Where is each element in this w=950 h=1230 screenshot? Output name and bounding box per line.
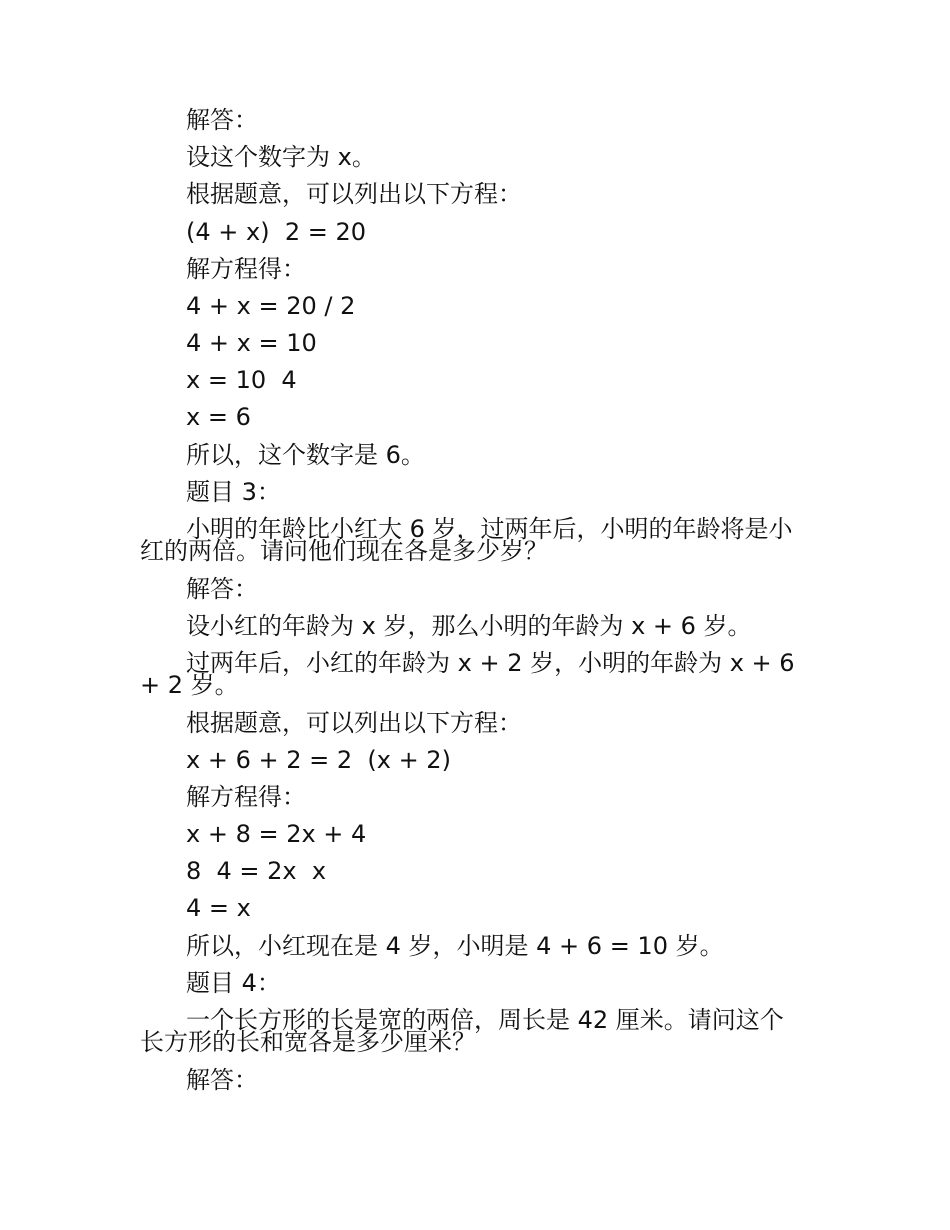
paragraph-line: 一个长方形的长是宽的两倍，周长是 42 厘米。请问这个 bbox=[186, 1006, 784, 1034]
text-line: 所以，小红现在是 4 岁，小明是 4 + 6 = 10 岁。 bbox=[186, 932, 724, 960]
equation-line: (4 + x) 2 = 20 bbox=[186, 218, 366, 246]
answer-heading: 解答： bbox=[186, 575, 258, 603]
paragraph-line: 过两年后，小红的年龄为 x + 2 岁，小明的年龄为 x + 6 bbox=[186, 649, 795, 677]
paragraph-line: 红的两倍。请问他们现在各是多少岁？ bbox=[140, 537, 548, 565]
text-line: 根据题意，可以列出以下方程： bbox=[186, 180, 522, 208]
question-paragraph bbox=[140, 517, 810, 563]
equation-line: x + 6 + 2 = 2 (x + 2) bbox=[186, 746, 451, 774]
equation-line: 4 = x bbox=[186, 894, 251, 922]
equation-line: x = 6 bbox=[186, 403, 251, 431]
paragraph-line: 长方形的长和宽各是多少厘米？ bbox=[140, 1028, 476, 1056]
paragraph-line: + 2 岁。 bbox=[140, 671, 239, 699]
question-heading: 题目 3： bbox=[186, 478, 281, 506]
text-line: 根据题意，可以列出以下方程： bbox=[186, 709, 522, 737]
text-line: 解方程得： bbox=[186, 255, 306, 283]
equation-line: x = 10 4 bbox=[186, 366, 297, 394]
equation-line: 4 + x = 20 / 2 bbox=[186, 292, 356, 320]
text-line: 设这个数字为 x。 bbox=[186, 143, 376, 171]
text-line: 解方程得： bbox=[186, 783, 306, 811]
equation-line: 8 4 = 2x x bbox=[186, 857, 327, 885]
solution-paragraph bbox=[140, 651, 810, 697]
answer-heading: 解答： bbox=[186, 1066, 258, 1094]
equation-line: 4 + x = 10 bbox=[186, 329, 317, 357]
question-paragraph bbox=[140, 1008, 810, 1054]
question-heading: 题目 4： bbox=[186, 969, 281, 997]
paragraph-line: 小明的年龄比小红大 6 岁，过两年后，小明的年龄将是小 bbox=[186, 515, 793, 543]
text-line: 设小红的年龄为 x 岁，那么小明的年龄为 x + 6 岁。 bbox=[186, 612, 752, 640]
answer-heading: 解答： bbox=[186, 106, 258, 134]
text-line: 所以，这个数字是 6。 bbox=[186, 441, 425, 469]
equation-line: x + 8 = 2x + 4 bbox=[186, 820, 367, 848]
